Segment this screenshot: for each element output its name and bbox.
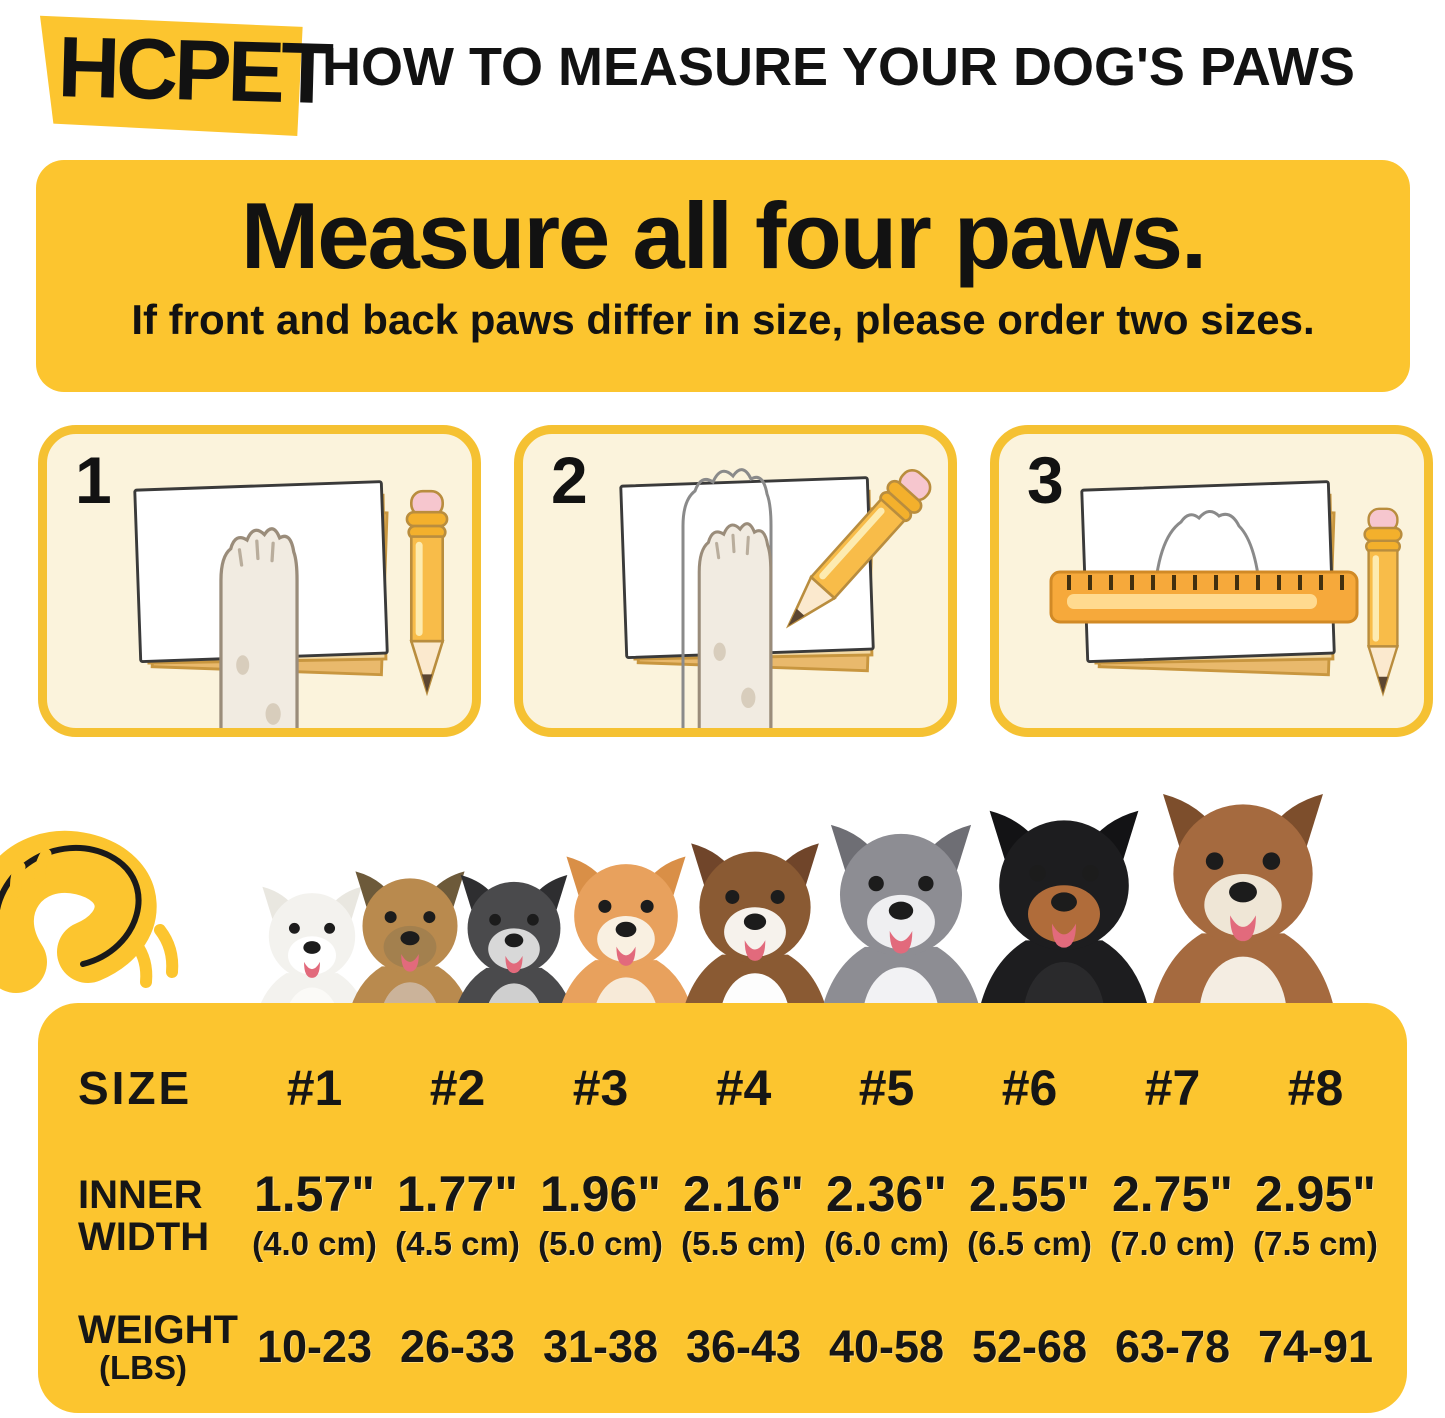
brand-logo-text: HCPET	[56, 19, 331, 123]
inner-width-row-label: INNER WIDTH	[78, 1173, 210, 1259]
size-chart	[38, 1003, 1407, 1413]
size-row-label: SIZE	[78, 1061, 193, 1114]
dog-photo-saint-bernard	[1114, 772, 1372, 1038]
weight-value: 63-78	[1114, 1321, 1231, 1373]
inner-width-value: 1.96" (5.0 cm)	[538, 1166, 663, 1262]
step-card-1	[38, 425, 481, 737]
size-value: #5	[858, 1060, 915, 1116]
weight-value: 26-33	[399, 1321, 516, 1373]
step-number: 1	[75, 443, 112, 517]
step-card-2	[514, 425, 957, 737]
inner-width-value: 2.75" (7.0 cm)	[1110, 1166, 1235, 1262]
size-value: #4	[715, 1060, 772, 1116]
ruler-graphic	[1051, 572, 1357, 622]
weight-value: 52-68	[971, 1321, 1088, 1373]
weight-value: 36-43	[685, 1321, 802, 1373]
inner-width-value: 2.16" (5.5 cm)	[681, 1166, 806, 1262]
size-value: #3	[572, 1060, 629, 1116]
weight-value: 10-23	[256, 1321, 373, 1373]
dog-lineup	[232, 770, 1422, 1038]
inner-width-row	[78, 1166, 1387, 1263]
size-row	[78, 1059, 1387, 1117]
weight-value: 31-38	[542, 1321, 659, 1373]
size-value: #1	[286, 1060, 343, 1116]
inner-width-value: 1.57" (4.0 cm)	[252, 1166, 377, 1262]
weight-value: 74-91	[1257, 1321, 1374, 1373]
banner-heading: Measure all four paws.	[240, 183, 1206, 288]
size-value: #7	[1144, 1060, 1201, 1116]
size-value: #8	[1287, 1060, 1344, 1116]
weight-row-label: WEIGHT (LBS)	[78, 1308, 238, 1386]
inner-width-value: 2.36" (6.0 cm)	[824, 1166, 949, 1262]
weight-value: 40-58	[828, 1321, 945, 1373]
inner-width-value: 2.95" (7.5 cm)	[1253, 1166, 1378, 1262]
banner-subheading: If front and back paws differ in size, please order two sizes.	[131, 296, 1315, 343]
page-title: HOW TO MEASURE YOUR DOG'S PAWS	[322, 37, 1355, 97]
weight-row	[78, 1309, 1387, 1386]
step-card-3	[990, 425, 1433, 737]
size-value: #2	[429, 1060, 486, 1116]
header	[0, 0, 1445, 150]
steps-row	[38, 425, 1433, 737]
squiggle-decoration	[0, 812, 220, 1012]
size-value: #6	[1001, 1060, 1058, 1116]
step-number: 3	[1027, 443, 1064, 517]
step-number: 2	[551, 443, 588, 517]
inner-width-value: 1.77" (4.5 cm)	[395, 1166, 520, 1262]
instruction-banner	[36, 160, 1410, 392]
inner-width-value: 2.55" (6.5 cm)	[967, 1166, 1092, 1262]
